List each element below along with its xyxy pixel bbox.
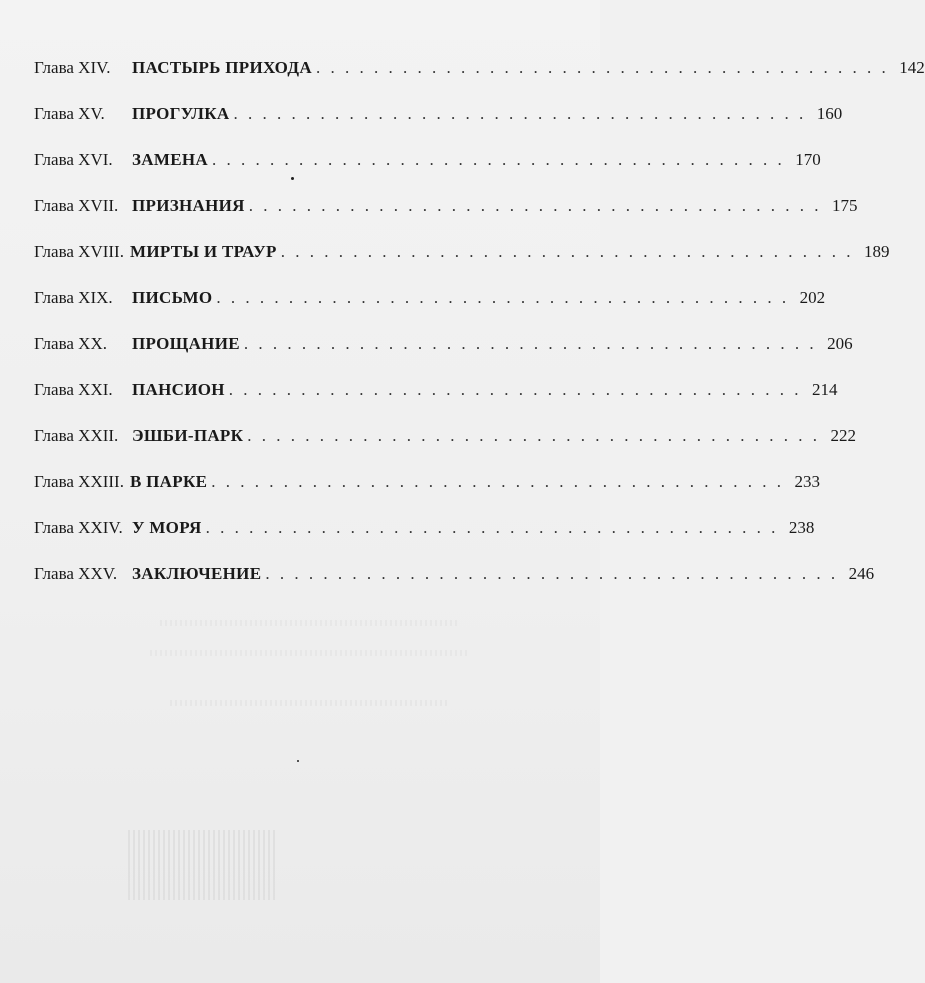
chapter-number: Глава XV. xyxy=(34,103,105,123)
dot-leader: . . . . . . . . . . . . . . . . . . . . . . . . . . . . . . . . . . . . . . . . xyxy=(216,287,790,307)
chapter-number: Глава XVI. xyxy=(34,149,113,169)
page-number: 189 xyxy=(863,241,890,261)
chapter-number: Глава XVIII. xyxy=(34,241,124,261)
page-number: 233 xyxy=(794,471,820,491)
chapter-title: ЗАКЛЮЧЕНИЕ xyxy=(132,563,262,583)
chapter-title: ПАНСИОН xyxy=(132,379,225,399)
page-number: 222 xyxy=(830,425,856,445)
page-number: 246 xyxy=(848,563,875,583)
chapter-title: ЭШБИ-ПАРК xyxy=(132,425,244,445)
chapter-title: ПИСЬМО xyxy=(132,287,213,307)
page-number: 214 xyxy=(812,379,838,399)
page-number: 142 xyxy=(899,57,925,77)
dot-leader: . . . . . . . . . . . . . . . . . . . . . . . . . . . . . . . . . . . . . . . . xyxy=(233,103,807,123)
dot-leader: . . . . . . . . . . . . . . . . . . . . . . . . . . . . . . . . . . . . . . . . xyxy=(243,333,817,353)
toc-entry xyxy=(34,458,820,504)
toc-entry xyxy=(34,182,858,228)
page-number: 238 xyxy=(788,517,815,537)
chapter-title: ПРОГУЛКА xyxy=(132,103,230,123)
dot-leader: . . . . . . . . . . . . . . . . . . . . . . . . . . . . . . . . . . . . . . . . xyxy=(280,241,854,261)
chapter-title: ЗАМЕНА xyxy=(132,149,208,169)
chapter-title: МИРТЫ И ТРАУР xyxy=(129,241,277,261)
dot-leader: . . . . . . . . . . . . . . . . . . . . . . . . . . . . . . . . . . . . . . . . xyxy=(265,563,839,583)
chapter-title: В ПАРКЕ xyxy=(129,471,208,491)
bleed-through-barcode xyxy=(128,830,278,900)
toc-entry xyxy=(34,90,843,136)
table-of-contents xyxy=(34,44,925,596)
chapter-number: Глава XXIV. xyxy=(34,517,123,537)
chapter-number: Глава XXI. xyxy=(34,379,113,399)
dot-leader: . . . . . . . . . . . . . . . . . . . . . . . . . . . . . . . . . . . . . . . . xyxy=(211,149,785,169)
chapter-number: Глава XXV. xyxy=(34,563,118,583)
chapter-title: ПАСТЫРЬ ПРИХОДА xyxy=(132,57,312,77)
dot-leader: . . . . . . . . . . . . . . . . . . . . . . . . . . . . . . . . . . . . . . . . xyxy=(248,195,822,215)
chapter-title: У МОРЯ xyxy=(132,517,202,537)
bleed-through-lines xyxy=(160,620,460,626)
toc-entry xyxy=(34,366,838,412)
dot-leader: . . . . . . . . . . . . . . . . . . . . . . . . . . . . . . . . . . . . . . . . xyxy=(247,425,820,445)
toc-entry xyxy=(34,136,821,182)
bleed-through-lines xyxy=(170,700,450,706)
page-number: 202 xyxy=(799,287,826,307)
chapter-number: Глава XIV. xyxy=(34,57,111,77)
dot-leader: . . . . . . . . . . . . . . . . . . . . . . . . . . . . . . . . . . . . . . . . xyxy=(205,517,779,537)
dot-leader: . . . . . . . . . . . . . . . . . . . . . . . . . . . . . . . . . . . . . . . . xyxy=(211,471,784,491)
page-number: 160 xyxy=(816,103,843,123)
page-number: 206 xyxy=(827,333,853,353)
toc-entry xyxy=(34,412,856,458)
chapter-number: Глава XVII. xyxy=(34,195,119,215)
chapter-title: ПРИЗНАНИЯ xyxy=(132,195,245,215)
dot-leader: . . . . . . . . . . . . . . . . . . . . . . . . . . . . . . . . . . . . . . . . xyxy=(315,57,889,77)
toc-entry xyxy=(34,228,890,274)
toc-entry xyxy=(34,274,826,320)
chapter-number: Глава XXIII. xyxy=(34,471,124,491)
page-number: 175 xyxy=(831,195,858,215)
chapter-number: Глава XXII. xyxy=(34,425,119,445)
toc-entry xyxy=(34,44,925,90)
toc-entry xyxy=(34,550,875,596)
chapter-title: ПРОЩАНИЕ xyxy=(132,333,240,353)
chapter-number: Глава XIX. xyxy=(34,287,113,307)
toc-entry xyxy=(34,504,815,550)
print-speck xyxy=(297,760,299,762)
chapter-number: Глава XX. xyxy=(34,333,107,353)
dot-leader: . . . . . . . . . . . . . . . . . . . . . . . . . . . . . . . . . . . . . . . . xyxy=(228,379,802,399)
toc-entry xyxy=(34,320,853,366)
page-number: 170 xyxy=(795,149,821,169)
bleed-through-lines xyxy=(150,650,470,656)
